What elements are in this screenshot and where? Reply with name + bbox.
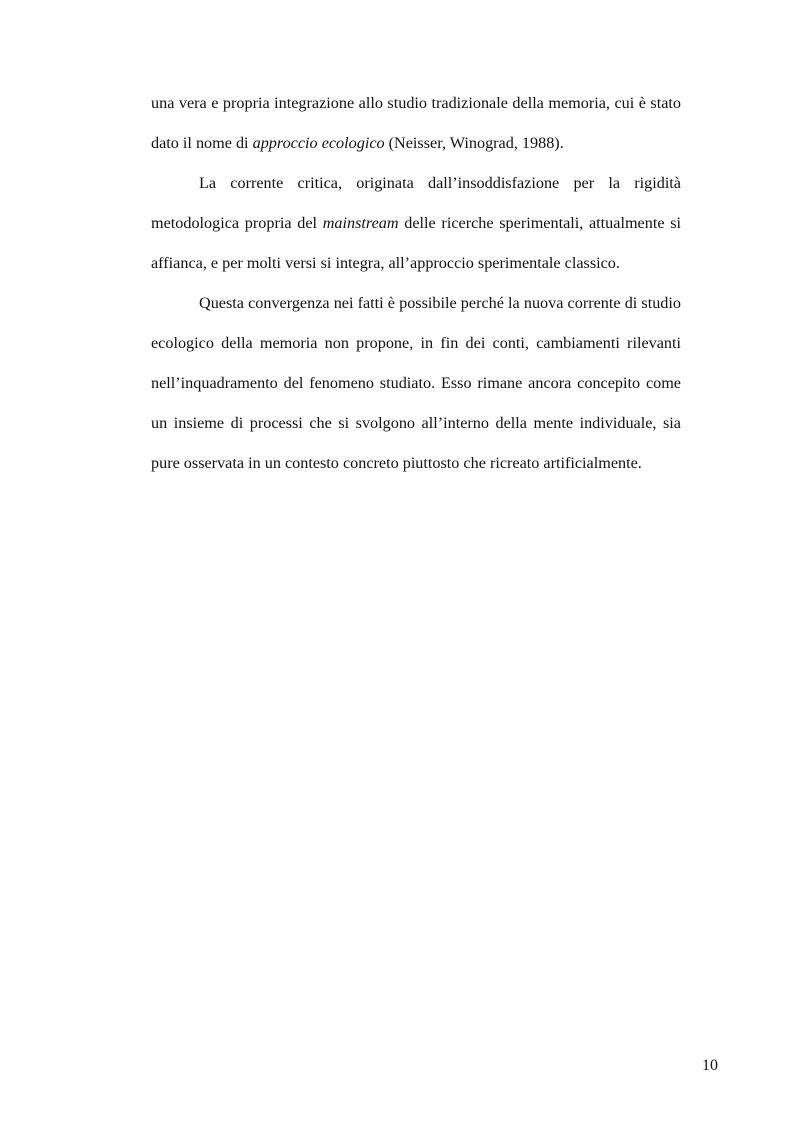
paragraph-2 (151, 163, 681, 283)
paragraph-2-italic-term: mainstream (322, 214, 399, 232)
paragraph-2-text-b: delle ricerche sperimentali, attualmente si affianca, e per molti versi si integra, all’approccio sperimentale classico. (151, 214, 681, 272)
paragraph-1-text-b: (Neisser, Winograd, 1988). (384, 134, 564, 152)
paragraph-3-text: Questa convergenza nei fatti è possibile perché la nuova corrente di studio ecologico della memoria non propone, in fin dei conti, cambiamenti rilevanti nell’inquadramento del fenomeno studiato. Esso rimane ancora concepito come un insieme di processi che si svolgono all’interno della mente individuale, sia pure osservata in un contesto concreto piuttosto che ricreato artificialmente. (151, 294, 681, 472)
page-number: 10 (702, 1057, 718, 1074)
paragraph-1-italic-term: approccio ecologico (252, 134, 385, 152)
paragraph-1 (151, 83, 681, 163)
paragraph-3 (151, 283, 681, 483)
body-text (151, 83, 681, 483)
paragraph-2-text-a: La corrente critica, originata dall’insoddisfazione per la rigidità metodologica propria del (151, 174, 681, 232)
paragraph-1-text-a: una vera e propria integrazione allo studio tradizionale della memoria, cui è stato dato il nome di (151, 94, 681, 152)
